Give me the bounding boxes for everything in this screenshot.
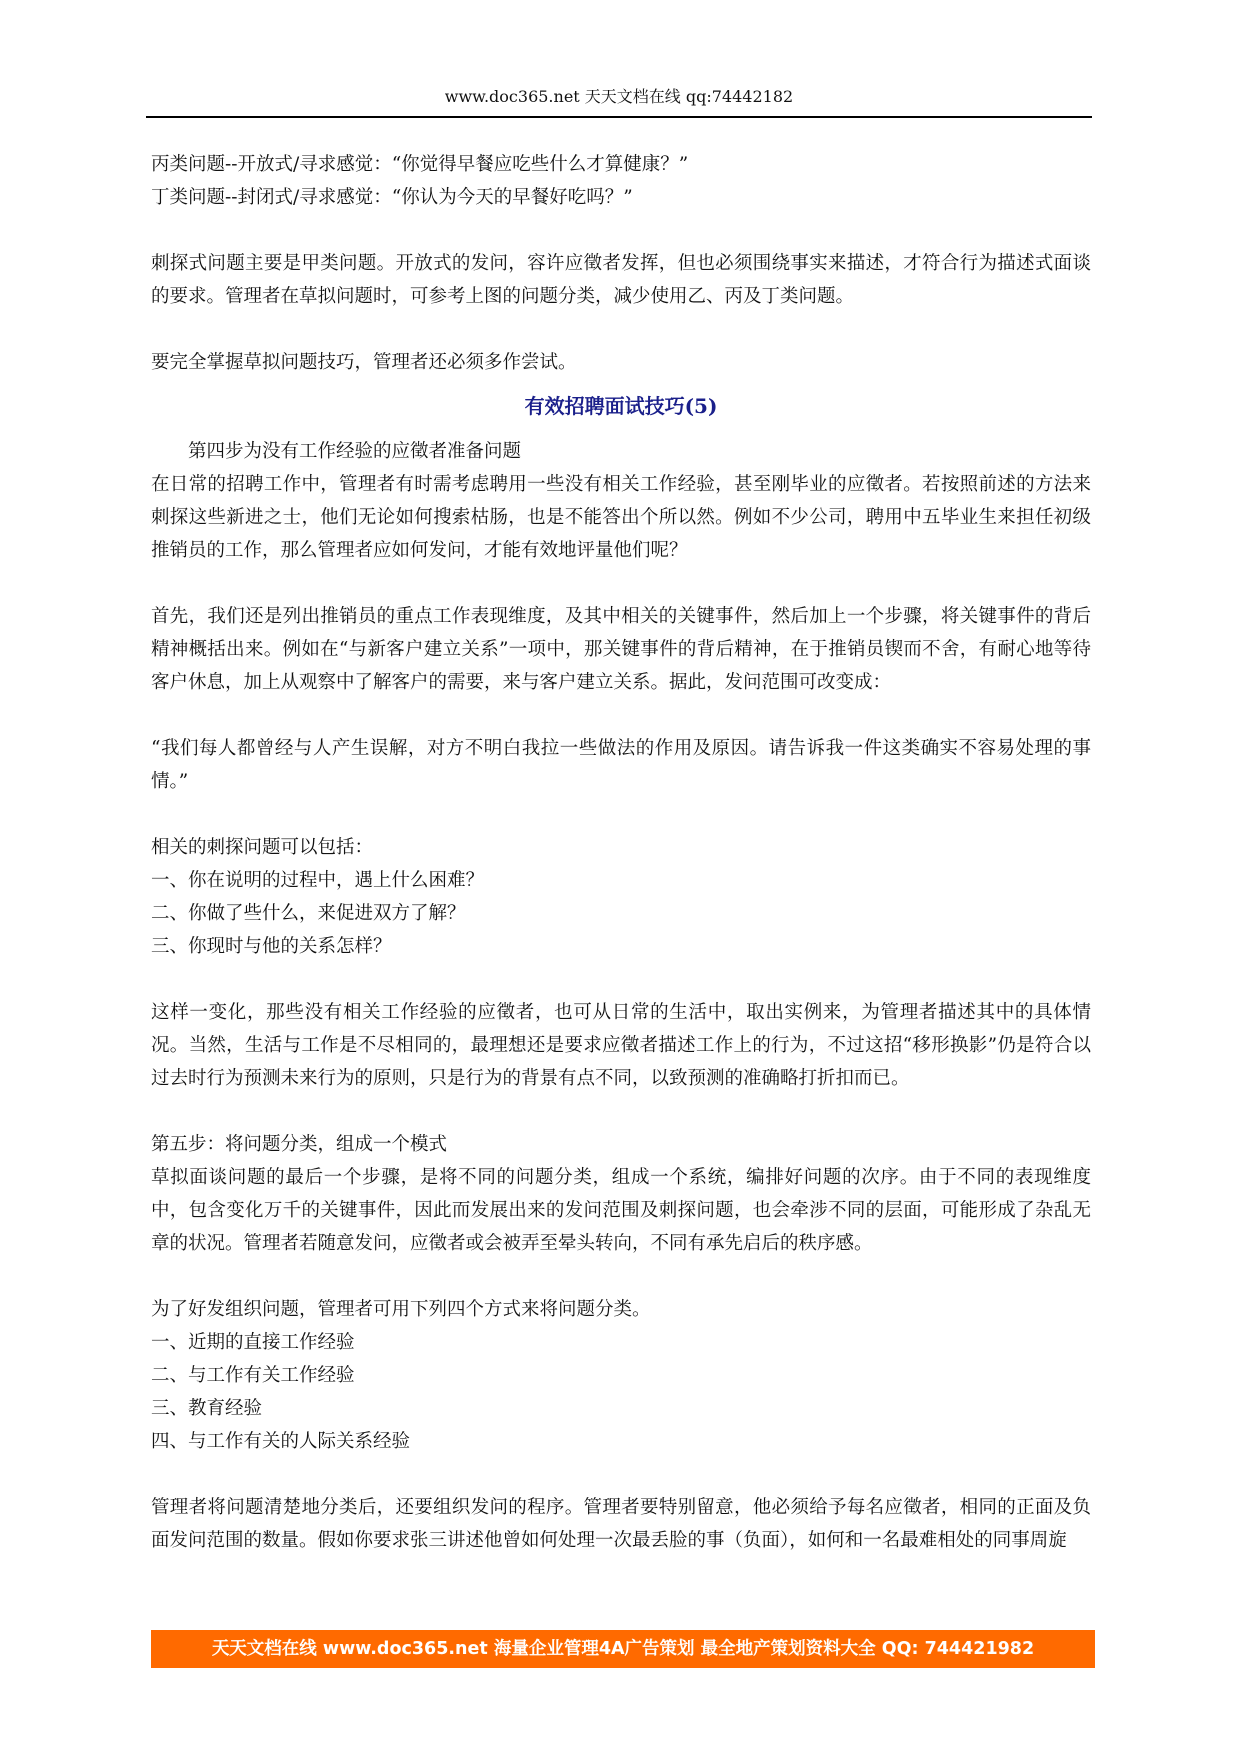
document-body [151,148,1091,1557]
page-header: www.doc365.net 天天文档在线 qq:74442182 [444,87,794,106]
paragraph: 首先，我们还是列出推销员的重点工作表现维度，及其中相关的关键事件，然后加上一个步骤，将关键事件的背后精神概括出来。例如在“与新客户建立关系”一项中，那关键事件的背后精神，在于推销员锲而不舍，有耐心地等待客户休息，加上从观察中了解客户的需要，来与客户建立关系。据此，发问范围可改变成： [151,606,1091,693]
quote-paragraph: “我们每人都曾经与人产生误解，对方不明白我拉一些做法的作用及原因。请告诉我一件这类确实不容易处理的事情。” [151,738,1091,792]
section-title: 有效招聘面试技巧(5) [524,394,718,418]
paragraph: 管理者将问题清楚地分类后，还要组织发问的程序。管理者要特别留意，他必须给予每名应徵者，相同的正面及负面发问范围的数量。假如你要求张三讲述他曾如何处理一次最丢脸的事（负面），如何和一名最难相处的同事周旋 [151,1497,1091,1551]
paragraph: 要完全掌握草拟问题技巧，管理者还必须多作尝试。 [151,352,577,373]
list-item: 一、近期的直接工作经验 [151,1332,355,1353]
list-item: 一、你在说明的过程中，遇上什么困难？ [151,870,485,891]
paragraph: 丙类问题--开放式/寻求感觉：“你觉得早餐应吃些什么才算健康？” [151,154,689,175]
list-item: 三、教育经验 [151,1398,263,1419]
paragraph: 丁类问题--封闭式/寻求感觉：“你认为今天的早餐好吃吗？” [151,187,633,208]
list-item: 三、你现时与他的关系怎样？ [151,936,392,957]
list-item: 四、与工作有关的人际关系经验 [151,1431,411,1452]
paragraph: 为了好发组织问题，管理者可用下列四个方式来将问题分类。 [151,1299,651,1320]
step-heading: 第四步为没有工作经验的应徵者准备问题 [188,441,522,462]
paragraph: 这样一变化，那些没有相关工作经验的应徵者，也可从日常的生活中，取出实例来，为管理者描述其中的具体情况。当然，生活与工作是不尽相同的，最理想还是要求应徵者描述工作上的行为，不过这招“移形换影”仍是符合以过去时行为预测未来行为的原则，只是行为的背景有点不同，以致预测的准确略打折扣而已。 [151,1002,1091,1089]
paragraph: 草拟面谈问题的最后一个步骤，是将不同的问题分类，组成一个系统，编排好问题的次序。由于不同的表现维度中，包含变化万千的关键事件，因此而发展出来的发问范围及刺探问题，也会牵涉不同的层面，可能形成了杂乱无章的状况。管理者若随意发问，应徵者或会被弄至晕头转向，不同有承先启后的秩序感。 [151,1167,1091,1254]
header-divider [146,116,1092,118]
paragraph: 在日常的招聘工作中，管理者有时需考虑聘用一些没有相关工作经验，甚至刚毕业的应徵者。若按照前述的方法来刺探这些新进之士，他们无论如何搜索枯肠，也是不能答出个所以然。例如不少公司，聘用中五毕业生来担任初级推销员的工作，那么管理者应如何发问，才能有效地评量他们呢？ [151,474,1091,561]
list-item: 二、与工作有关工作经验 [151,1365,355,1386]
footer-banner: 天天文档在线 www.doc365.net 海量企业管理4A广告策划 最全地产策划资料大全 QQ: 744421982 [151,1630,1095,1668]
paragraph: 相关的刺探问题可以包括： [151,837,374,858]
paragraph: 刺探式问题主要是甲类问题。开放式的发问，容许应徵者发挥，但也必须围绕事实来描述，才符合行为描述式面谈的要求。管理者在草拟问题时，可参考上图的问题分类，减少使用乙、丙及丁类问题。 [151,253,1091,307]
step-heading: 第五步：将问题分类，组成一个模式 [151,1134,448,1155]
list-item: 二、你做了些什么，来促进双方了解？ [151,903,466,924]
